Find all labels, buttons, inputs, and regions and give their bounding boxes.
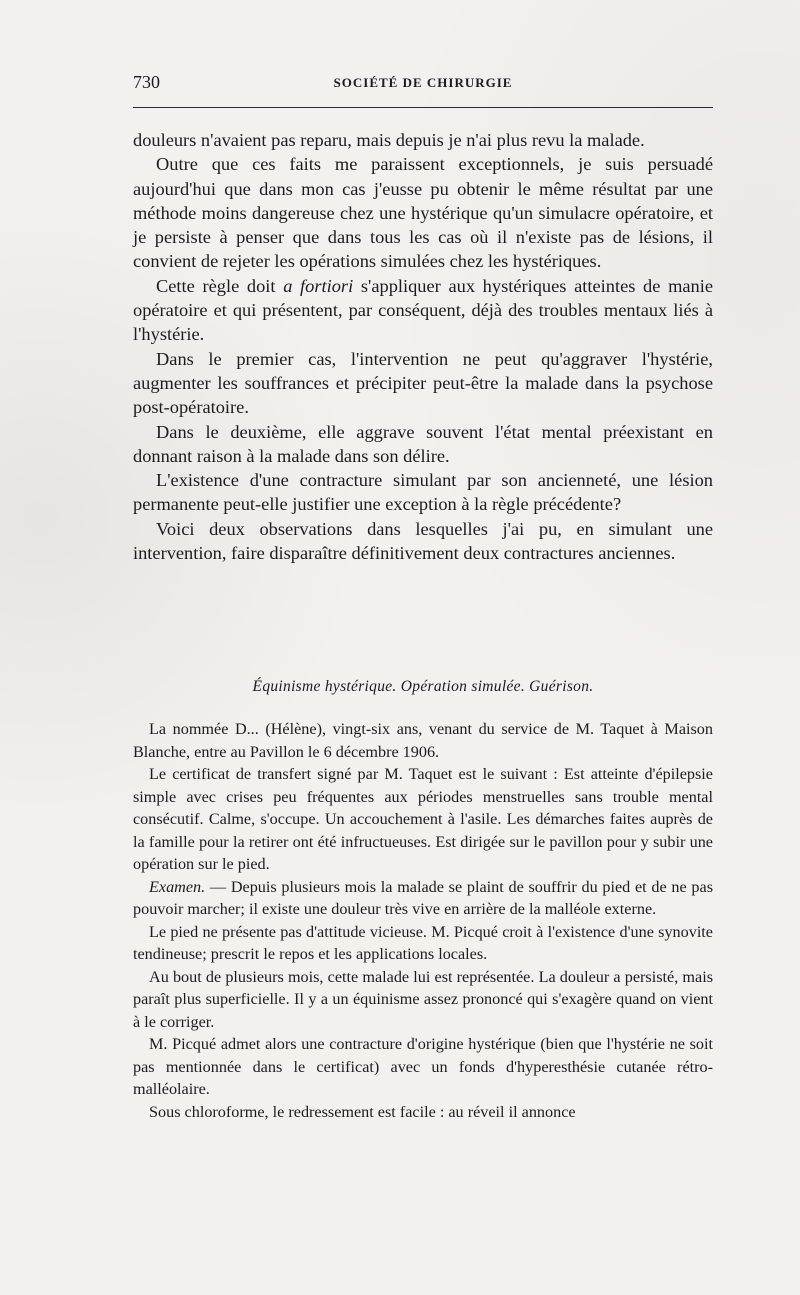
paragraph: Le certificat de transfert signé par M. Taquet est le suivant : Est atteinte d'épilepsie simple avec crises peu fréquentes aux périodes menstruelles sans trouble mental consécutif. Calme, s'occupe. Un accouchement à l'asile. Les démarches faites auprès de la famille pour la retirer ont été infructueuses. Est dirigée sur le pavillon pour y subir une opération sur le pied. <box>133 765 713 873</box>
running-title: SOCIÉTÉ DE CHIRURGIE <box>333 75 513 90</box>
page-number: 730 <box>133 72 160 92</box>
main-text <box>133 128 713 565</box>
paragraph: douleurs n'avaient pas reparu, mais depuis je n'ai plus revu la malade. <box>133 130 645 150</box>
paragraph: Outre que ces faits me paraissent exceptionnels, je suis persuadé aujourd'hui que dans mon cas j'eusse pu obtenir le même résultat par une méthode moins dangereuse chez une hystérique qu'un simulacre opératoire, et je persiste à penser que dans tous les cas où il n'existe pas de lésions, il convient de rejeter les opérations simulées chez les hystériques. <box>133 154 713 272</box>
section-heading: Équinisme hystérique. Opération simulée. Guérison. <box>252 678 594 695</box>
paragraph <box>133 876 713 921</box>
examen-label: Examen. <box>149 877 206 896</box>
paragraph: Dans le deuxième, elle aggrave souvent l'état mental préexistant en donnant raison à la malade dans son délire. <box>133 421 713 466</box>
paragraph-text: s'appliquer aux hystériques atteintes de manie opératoire et qui présentent, par conséquent, déjà des troubles mentaux liés à l'hystérie. <box>133 275 714 345</box>
paragraph: Dans le premier cas, l'intervention ne peut qu'aggraver l'hystérie, augmenter les souffrances et précipiter peut-être la malade dans la psychose post-opératoire. <box>133 348 713 418</box>
paragraph: La nommée D... (Hélène), vingt-six ans, venant du service de M. Taquet à Maison Blanche, entre au Pavillon le 6 décembre 1906. <box>133 720 713 761</box>
paragraph: Le pied ne présente pas d'attitude vicieuse. M. Picqué croit à l'existence d'une synovite tendineuse; prescrit le repos et les applications locales. <box>133 922 713 963</box>
observation-text <box>133 718 713 1123</box>
paragraph <box>133 274 713 347</box>
paragraph-text: — Depuis plusieurs mois la malade se plaint de souffrir du pied et de ne pas pouvoir marcher; il existe une douleur très vive en arrière de la malléole externe. <box>133 877 713 918</box>
header-rule <box>133 107 713 108</box>
paragraph-text: Cette règle doit <box>156 275 284 296</box>
page-header <box>133 72 713 98</box>
paragraph: M. Picqué admet alors une contracture d'origine hystérique (bien que l'hystérie ne soit pas mentionnée dans le certificat) avec un fonds d'hyperesthésie cutanée rétro-malléolaire. <box>133 1035 713 1098</box>
latin-phrase: a fortiori <box>283 275 354 296</box>
paragraph: Sous chloroforme, le redressement est facile : au réveil il annonce <box>149 1102 576 1121</box>
paragraph: Voici deux observations dans lesquelles j'ai pu, en simulant une intervention, faire disparaître définitivement deux contractures anciennes. <box>133 518 713 564</box>
paragraph: L'existence d'une contracture simulant par son ancienneté, une lésion permanente peut-elle justifier une exception à la règle précédente? <box>133 470 713 515</box>
paragraph: Au bout de plusieurs mois, cette malade lui est représentée. La douleur a persisté, mais paraît plus superficielle. Il y a un équinisme assez prononcé qui s'exagère quand on vient à le corriger. <box>133 967 713 1031</box>
